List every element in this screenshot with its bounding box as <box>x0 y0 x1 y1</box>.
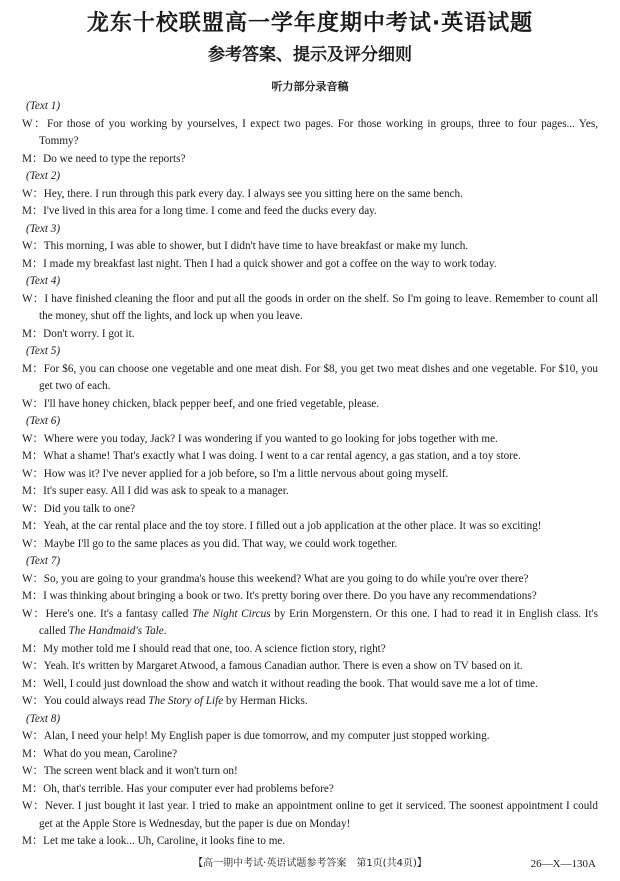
dialogue-line <box>22 483 598 501</box>
dialogue-line <box>22 518 598 536</box>
dialogue-text: So, you are going to your grandma's house this weekend? What are you going to do while you're over there? <box>43 572 529 585</box>
speaker-label: W： <box>22 432 44 445</box>
speaker-label: W： <box>22 695 44 707</box>
speaker-label: W： <box>22 502 44 515</box>
speaker-label: W： <box>22 187 44 200</box>
speaker-label: M： <box>22 327 44 340</box>
speaker-label: W： <box>22 572 44 585</box>
dialogue-line <box>22 361 598 396</box>
dialogue-text: Where were you today, Jack? I was wondering if you wanted to go looking for jobs together with me. <box>43 432 498 445</box>
speaker-label: W： <box>22 765 44 777</box>
footer-code: 26—X—130A <box>530 858 596 870</box>
speaker-label: M： <box>22 590 44 602</box>
speaker-label: M： <box>22 362 44 375</box>
text-label: (Text 7) <box>26 555 61 567</box>
dialogue-text: Don't worry. I got it. <box>43 327 135 340</box>
speaker-label: W： <box>22 730 44 742</box>
dialogue-text: Well, I could just download the show and watch it without reading the book. That would save me a lot of time. <box>43 677 538 690</box>
text-label: (Text 4) <box>26 275 61 287</box>
speaker-label: M： <box>22 747 44 760</box>
dialogue-text: This morning, I was able to shower, but I didn't have time to have breakfast or make my lunch. <box>43 240 469 252</box>
dialogue-text: My mother told me I should read that one, too. A science fiction story, right? <box>43 642 386 655</box>
text-label: (Text 8) <box>26 712 61 725</box>
speaker-label: M： <box>22 485 44 497</box>
dialogue-text: Yeah. It's written by Margaret Atwood, a famous Canadian author. There is even a show on TV based on it. <box>43 660 523 672</box>
speaker-label: W： <box>22 117 47 130</box>
dialogue-text: Hey, there. I run through this park every day. I always see you sitting here on the same bench. <box>43 187 463 200</box>
dialogue-line <box>22 501 598 519</box>
speaker-label: W： <box>22 467 44 480</box>
dialogue-text: For those of you working by yourselves, I expect two pages. For those working in groups, three to four pages... Yes, Tommy? <box>39 117 598 147</box>
speaker-label: M： <box>22 257 44 270</box>
dialogue-line <box>22 781 598 799</box>
dialogue-text: I made my breakfast last night. Then I had a quick shower and got a coffee on the way to work today. <box>43 257 497 270</box>
speaker-label: M： <box>22 835 44 847</box>
dialogue-line <box>22 203 598 221</box>
text-label: (Text 3) <box>26 222 61 235</box>
dialogue-text: Maybe I'll go to the same places as you did. That way, we could work together. <box>43 537 398 550</box>
dialogue-line <box>22 431 598 449</box>
dialogue-text: Yeah, at the car rental place and the toy store. I filled out a job application at the other place. It was so exciting! <box>43 520 542 532</box>
transcript <box>22 98 598 851</box>
speaker-label: M： <box>22 520 44 532</box>
speaker-label: M： <box>22 205 44 217</box>
dialogue-line <box>22 571 598 589</box>
text-label: (Text 1) <box>26 100 61 112</box>
speaker-label: W： <box>22 607 46 620</box>
text-label: (Text 6) <box>26 415 61 427</box>
dialogue-line <box>22 746 598 764</box>
speaker-label: W： <box>22 240 44 252</box>
dialogue-line <box>22 151 598 169</box>
dialogue-line <box>22 641 598 659</box>
speaker-label: W： <box>22 397 44 410</box>
dialogue-text: You could always read The Story of Life by Herman Hicks. <box>43 695 308 707</box>
speaker-label: M： <box>22 450 44 462</box>
dialogue-line <box>22 396 598 414</box>
dialogue-line <box>22 256 598 274</box>
dialogue-line <box>22 833 598 851</box>
speaker-label: M： <box>22 677 44 690</box>
dialogue-line <box>22 693 598 711</box>
dialogue-line <box>22 326 598 344</box>
speaker-label: W： <box>22 800 45 812</box>
text-label: (Text 2) <box>26 170 61 182</box>
dialogue-line <box>22 763 598 781</box>
dialogue-line <box>22 676 598 694</box>
dialogue-text: I was thinking about bringing a book or two. It's pretty boring over there. Do you have any recommendations? <box>43 590 537 602</box>
dialogue-line <box>22 658 598 676</box>
section-title: 听力部分录音稿 <box>271 80 349 93</box>
footer-page-info: 【高一期中考试·英语试题参考答案 第1页(共4页)】 <box>193 858 427 869</box>
dialogue-text: What do you mean, Caroline? <box>43 747 178 760</box>
dialogue-text: Let me take a look... Uh, Caroline, it looks fine to me. <box>43 835 286 847</box>
dialogue-line <box>22 728 598 746</box>
dialogue-text: I've lived in this area for a long time. I come and feed the ducks every day. <box>43 205 377 217</box>
dialogue-text: What a shame! That's exactly what I was doing. I went to a car rental agency, a gas station, and a toy store. <box>43 450 521 462</box>
dialogue-text: The screen went black and it won't turn on! <box>43 765 238 777</box>
dialogue-line <box>22 536 598 554</box>
dialogue-text: Here's one. It's a fantasy called The Night Circus by Erin Morgenstern. Or this one. I had to read it in English class. It's called The Handmaid's Tale. <box>39 607 599 637</box>
dialogue-line <box>22 238 598 256</box>
dialogue-line <box>22 116 598 151</box>
dialogue-text: For $6, you can choose one vegetable and one meat dish. For $8, you get two meat dishes and one vegetable. For $10, you get two of each. <box>39 362 599 392</box>
dialogue-text: Did you talk to one? <box>43 502 136 515</box>
dialogue-text: It's super easy. All I did was ask to speak to a manager. <box>43 485 289 497</box>
dialogue-line <box>22 291 598 326</box>
dialogue-line <box>22 588 598 606</box>
dialogue-line <box>22 186 598 204</box>
dialogue-text: Do we need to type the reports? <box>43 152 186 165</box>
text-label: (Text 5) <box>26 345 61 357</box>
speaker-label: M： <box>22 152 44 165</box>
dialogue-line <box>22 466 598 484</box>
dialogue-text: How was it? I've never applied for a job before, so I'm a little nervous about going myself. <box>43 467 449 480</box>
dialogue-text: I have finished cleaning the floor and put all the goods in order on the shelf. So I'm going to leave. Remember to count all the money, shut off the lights, and lock up when you leave. <box>39 292 598 322</box>
speaker-label: W： <box>22 660 44 672</box>
speaker-label: M： <box>22 782 44 795</box>
dialogue-text: Alan, I need your help! My English paper is due tomorrow, and my computer just stopped working. <box>43 730 490 742</box>
document-subtitle: 参考答案、提示及评分细则 <box>208 45 412 65</box>
dialogue-text: Never. I just bought it last year. I tried to make an appointment online to get it serviced. The soonest appointment I could get at the Apple Store is Wednesday, but the paper is due on Monday! <box>39 800 598 830</box>
dialogue-text: Oh, that's terrible. Has your computer ever had problems before? <box>43 782 334 795</box>
document-title: 龙东十校联盟高一学年度期中考试·英语试题 <box>86 11 534 36</box>
dialogue-line <box>22 448 598 466</box>
dialogue-line <box>22 798 598 833</box>
speaker-label: W： <box>22 537 44 550</box>
speaker-label: M： <box>22 642 44 655</box>
dialogue-text: I'll have honey chicken, black pepper beef, and one fried vegetable, please. <box>43 397 380 410</box>
speaker-label: W： <box>22 292 45 305</box>
dialogue-line <box>22 606 598 641</box>
